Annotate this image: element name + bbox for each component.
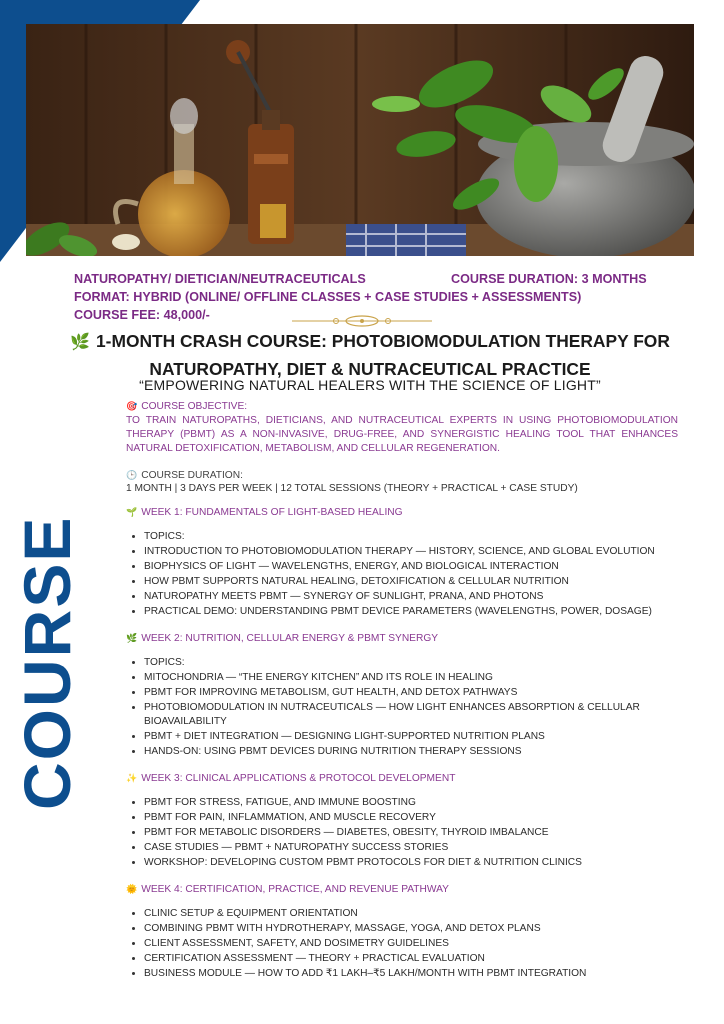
list-item: • NATUROPATHY MEETS PBMT — SYNERGY OF SUNLIGHT, PRANA, AND PHOTONS bbox=[144, 589, 678, 604]
week-4-heading: 🌞 WEEK 4: CERTIFICATION, PRACTICE, AND REVENUE PATHWAY bbox=[126, 883, 449, 895]
list-item: • HANDS-ON: USING PBMT DEVICES DURING NUTRITION THERAPY SESSIONS bbox=[144, 744, 678, 759]
list-item: • MITOCHONDRIA — “THE ENERGY KITCHEN” AND ITS ROLE IN HEALING bbox=[144, 670, 678, 685]
duration-text: 1 MONTH | 3 DAYS PER WEEK | 12 TOTAL SESSIONS (THEORY + PRACTICAL + CASE STUDY) bbox=[126, 483, 578, 494]
list-item: • CLINIC SETUP & EQUIPMENT ORIENTATION bbox=[144, 906, 678, 921]
course-duration-summary: COURSE DURATION: 3 MONTHS bbox=[451, 272, 647, 286]
course-format: FORMAT: HYBRID (ONLINE/ OFFLINE CLASSES + CASE STUDIES + ASSESSMENTS) bbox=[74, 290, 582, 304]
list-item: • HOW PBMT SUPPORTS NATURAL HEALING, DETOXIFICATION & CELLULAR NUTRITION bbox=[144, 574, 678, 589]
tagline: “EMPOWERING NATURAL HEALERS WITH THE SCIENCE OF LIGHT” bbox=[139, 377, 601, 393]
clock-icon: 🕒 bbox=[126, 469, 138, 480]
objective-text: TO TRAIN NATUROPATHS, DIETICIANS, AND NUTRACEUTICAL EXPERTS IN USING PHOTOBIOMODULATION THERAPY (PBMT) AS A NON-INVASIVE, DRUG-FREE, AND SYNERGISTIC HEALING TOOL THAT ENHANCES NATURAL DETOXIFICATION, METABOLISM, AND CELLULAR REGENERATION. bbox=[126, 415, 678, 454]
week-2-list bbox=[126, 655, 678, 759]
list-item: • PBMT FOR PAIN, INFLAMMATION, AND MUSCLE RECOVERY bbox=[144, 810, 678, 825]
week-3-list bbox=[126, 795, 678, 870]
sun-icon: 🌞 bbox=[126, 883, 138, 894]
list-item: • WORKSHOP: DEVELOPING CUSTOM PBMT PROTOCOLS FOR DIET & NUTRITION CLINICS bbox=[144, 855, 678, 870]
week-1-list bbox=[126, 529, 678, 619]
herb-icon: 🌿 bbox=[70, 334, 90, 351]
title-line-2: NATUROPATHY, DIET & NUTRACEUTICAL PRACTICE bbox=[149, 359, 591, 379]
list-item: • PBMT FOR STRESS, FATIGUE, AND IMMUNE BOOSTING bbox=[144, 795, 678, 810]
course-fee: COURSE FEE: 48,000/- bbox=[74, 308, 210, 322]
duration-heading: 🕒 COURSE DURATION: bbox=[126, 469, 243, 481]
list-item: • PBMT FOR IMPROVING METABOLISM, GUT HEALTH, AND DETOX PATHWAYS bbox=[144, 685, 678, 700]
list-item: • COMBINING PBMT WITH HYDROTHERAPY, MASSAGE, YOGA, AND DETOX PLANS bbox=[144, 921, 678, 936]
list-item: • CLIENT ASSESSMENT, SAFETY, AND DOSIMETRY GUIDELINES bbox=[144, 936, 678, 951]
hero-image bbox=[26, 24, 694, 256]
week-2-heading: 🌿 WEEK 2: NUTRITION, CELLULAR ENERGY & PBMT SYNERGY bbox=[126, 632, 439, 644]
week-3-heading: ✨ WEEK 3: CLINICAL APPLICATIONS & PROTOCOL DEVELOPMENT bbox=[126, 772, 456, 784]
herb-icon: 🌿 bbox=[126, 632, 138, 643]
title-line-1: 1-MONTH CRASH COURSE: PHOTOBIOMODULATION THERAPY FOR bbox=[96, 331, 670, 351]
list-item: • BUSINESS MODULE — HOW TO ADD ₹1 LAKH–₹5 LAKH/MONTH WITH PBMT INTEGRATION bbox=[144, 966, 678, 981]
list-item: • INTRODUCTION TO PHOTOBIOMODULATION THERAPY — HISTORY, SCIENCE, AND GLOBAL EVOLUTION bbox=[144, 544, 678, 559]
list-item: • CERTIFICATION ASSESSMENT — THEORY + PRACTICAL EVALUATION bbox=[144, 951, 678, 966]
objective-heading: 🎯 COURSE OBJECTIVE: bbox=[126, 400, 248, 412]
list-item: • TOPICS: bbox=[144, 529, 678, 544]
list-item: • PHOTOBIOMODULATION IN NUTRACEUTICALS — HOW LIGHT ENHANCES ABSORPTION & CELLULAR BIOAVAILABILITY bbox=[144, 700, 678, 729]
list-item: • TOPICS: bbox=[144, 655, 678, 670]
list-item: • CASE STUDIES — PBMT + NATUROPATHY SUCCESS STORIES bbox=[144, 840, 678, 855]
week-4-list bbox=[126, 906, 678, 981]
course-category: NATUROPATHY/ DIETICIAN/NEUTRACEUTICALS bbox=[74, 272, 366, 286]
list-item: • PBMT + DIET INTEGRATION — DESIGNING LIGHT-SUPPORTED NUTRITION PLANS bbox=[144, 729, 678, 744]
seedling-icon: 🌱 bbox=[126, 506, 138, 517]
page-title bbox=[40, 328, 700, 382]
course-content bbox=[126, 399, 678, 981]
target-icon: 🎯 bbox=[126, 400, 138, 411]
list-item: • BIOPHYSICS OF LIGHT — WAVELENGTHS, ENERGY, AND BIOLOGICAL INTERACTION bbox=[144, 559, 678, 574]
week-1-heading: 🌱 WEEK 1: FUNDAMENTALS OF LIGHT-BASED HEALING bbox=[126, 506, 403, 518]
list-item: • PRACTICAL DEMO: UNDERSTANDING PBMT DEVICE PARAMETERS (WAVELENGTHS, POWER, DOSAGE) bbox=[144, 604, 678, 619]
list-item: • PBMT FOR METABOLIC DISORDERS — DIABETES, OBESITY, THYROID IMBALANCE bbox=[144, 825, 678, 840]
side-word: COURSE bbox=[10, 515, 84, 810]
sparkle-icon: ✨ bbox=[126, 772, 138, 783]
